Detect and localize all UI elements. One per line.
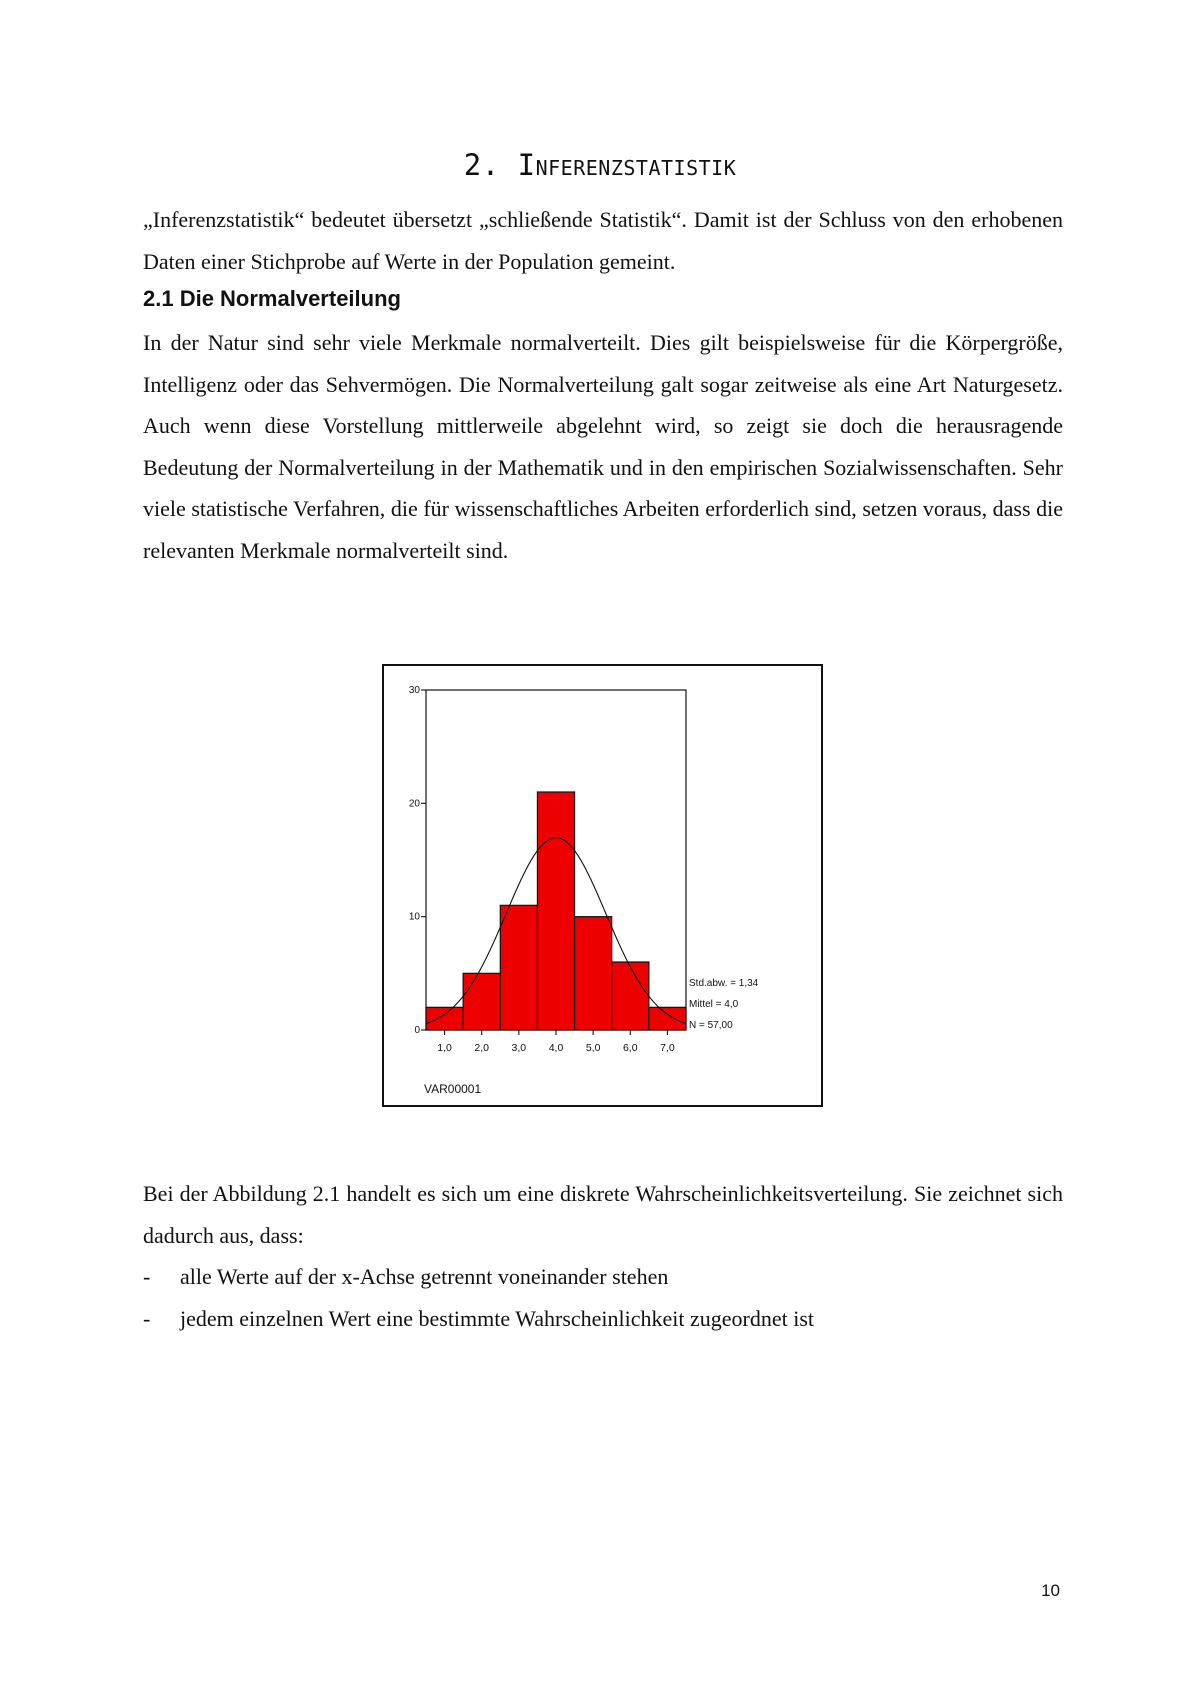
- y-tick-label: 20: [408, 798, 420, 810]
- section-heading: 2.1 Die Normalverteilung: [143, 286, 401, 311]
- histogram-figure: [382, 664, 823, 1107]
- x-axis-label: VAR00001: [424, 1082, 482, 1096]
- x-tick-label: 3,0: [511, 1042, 527, 1054]
- page-number: 10: [1041, 1581, 1060, 1600]
- y-tick-label: 30: [408, 685, 420, 696]
- after-figure-paragraph: Bei der Abbildung 2.1 handelt es sich um eine diskrete Wahrscheinlichkeitsverteilung. Sie zeichnet sich dadurch aus, dass:: [143, 1181, 1063, 1248]
- histogram-bar: [426, 1007, 463, 1030]
- histogram-bar: [649, 1007, 686, 1030]
- x-tick-label: 6,0: [622, 1042, 638, 1054]
- x-tick-label: 5,0: [585, 1042, 601, 1054]
- x-tick-label: 4,0: [548, 1042, 564, 1054]
- list-item: [143, 1256, 1063, 1298]
- intro-paragraph: „Inferenzstatistik“ bedeutet übersetzt „schließende Statistik“. Damit ist der Schluss von den erhobenen Daten einer Stichprobe auf Werte in der Population gemeint.: [143, 207, 1063, 274]
- stats-label: Mittel = 4,0: [689, 999, 739, 1010]
- y-tick-label: 0: [414, 1025, 420, 1036]
- histogram-chart: [384, 666, 825, 1109]
- x-tick-label: 2,0: [474, 1042, 490, 1054]
- y-tick-label: 10: [408, 911, 420, 923]
- histogram-bar: [463, 973, 500, 1030]
- list-marker: -: [143, 1264, 151, 1289]
- x-tick-label: 7,0: [660, 1042, 675, 1054]
- histogram-bar: [612, 962, 649, 1030]
- section-paragraph: In der Natur sind sehr viele Merkmale normalverteilt. Dies gilt beispielsweise für die Körpergröße, Intelligenz oder das Sehvermögen. Die Normalverteilung galt sogar zeitweise als eine Art Naturgesetz. Auch wenn diese Vorstellung mittlerweile abgelehnt wird, so zeigt sie doch die herausragende Bedeutung der Normalverteilung in der Mathematik und in den empirischen Sozialwissenschaften. Sehr viele statistische Verfahren, die für wissenschaftliches Arbeiten erforderlich sind, setzen voraus, dass die relevanten Merkmale normalverteilt sind.: [143, 330, 1063, 563]
- chapter-title: 2. Inferenzstatistik: [463, 148, 737, 182]
- histogram-bar: [500, 905, 537, 1030]
- stats-label: Std.abw. = 1,34: [689, 978, 759, 989]
- x-tick-label: 1,0: [437, 1042, 452, 1054]
- histogram-bar: [575, 917, 612, 1030]
- histogram-bar: [537, 792, 574, 1030]
- list-marker: -: [143, 1306, 151, 1331]
- stats-label: N = 57,00: [689, 1020, 733, 1031]
- property-list: [143, 1256, 1063, 1340]
- list-item-text: alle Werte auf der x-Achse getrennt voneinander stehen: [180, 1264, 669, 1289]
- list-item-text: jedem einzelnen Wert eine bestimmte Wahrscheinlichkeit zugeordnet ist: [180, 1306, 815, 1331]
- list-item: [143, 1298, 1063, 1340]
